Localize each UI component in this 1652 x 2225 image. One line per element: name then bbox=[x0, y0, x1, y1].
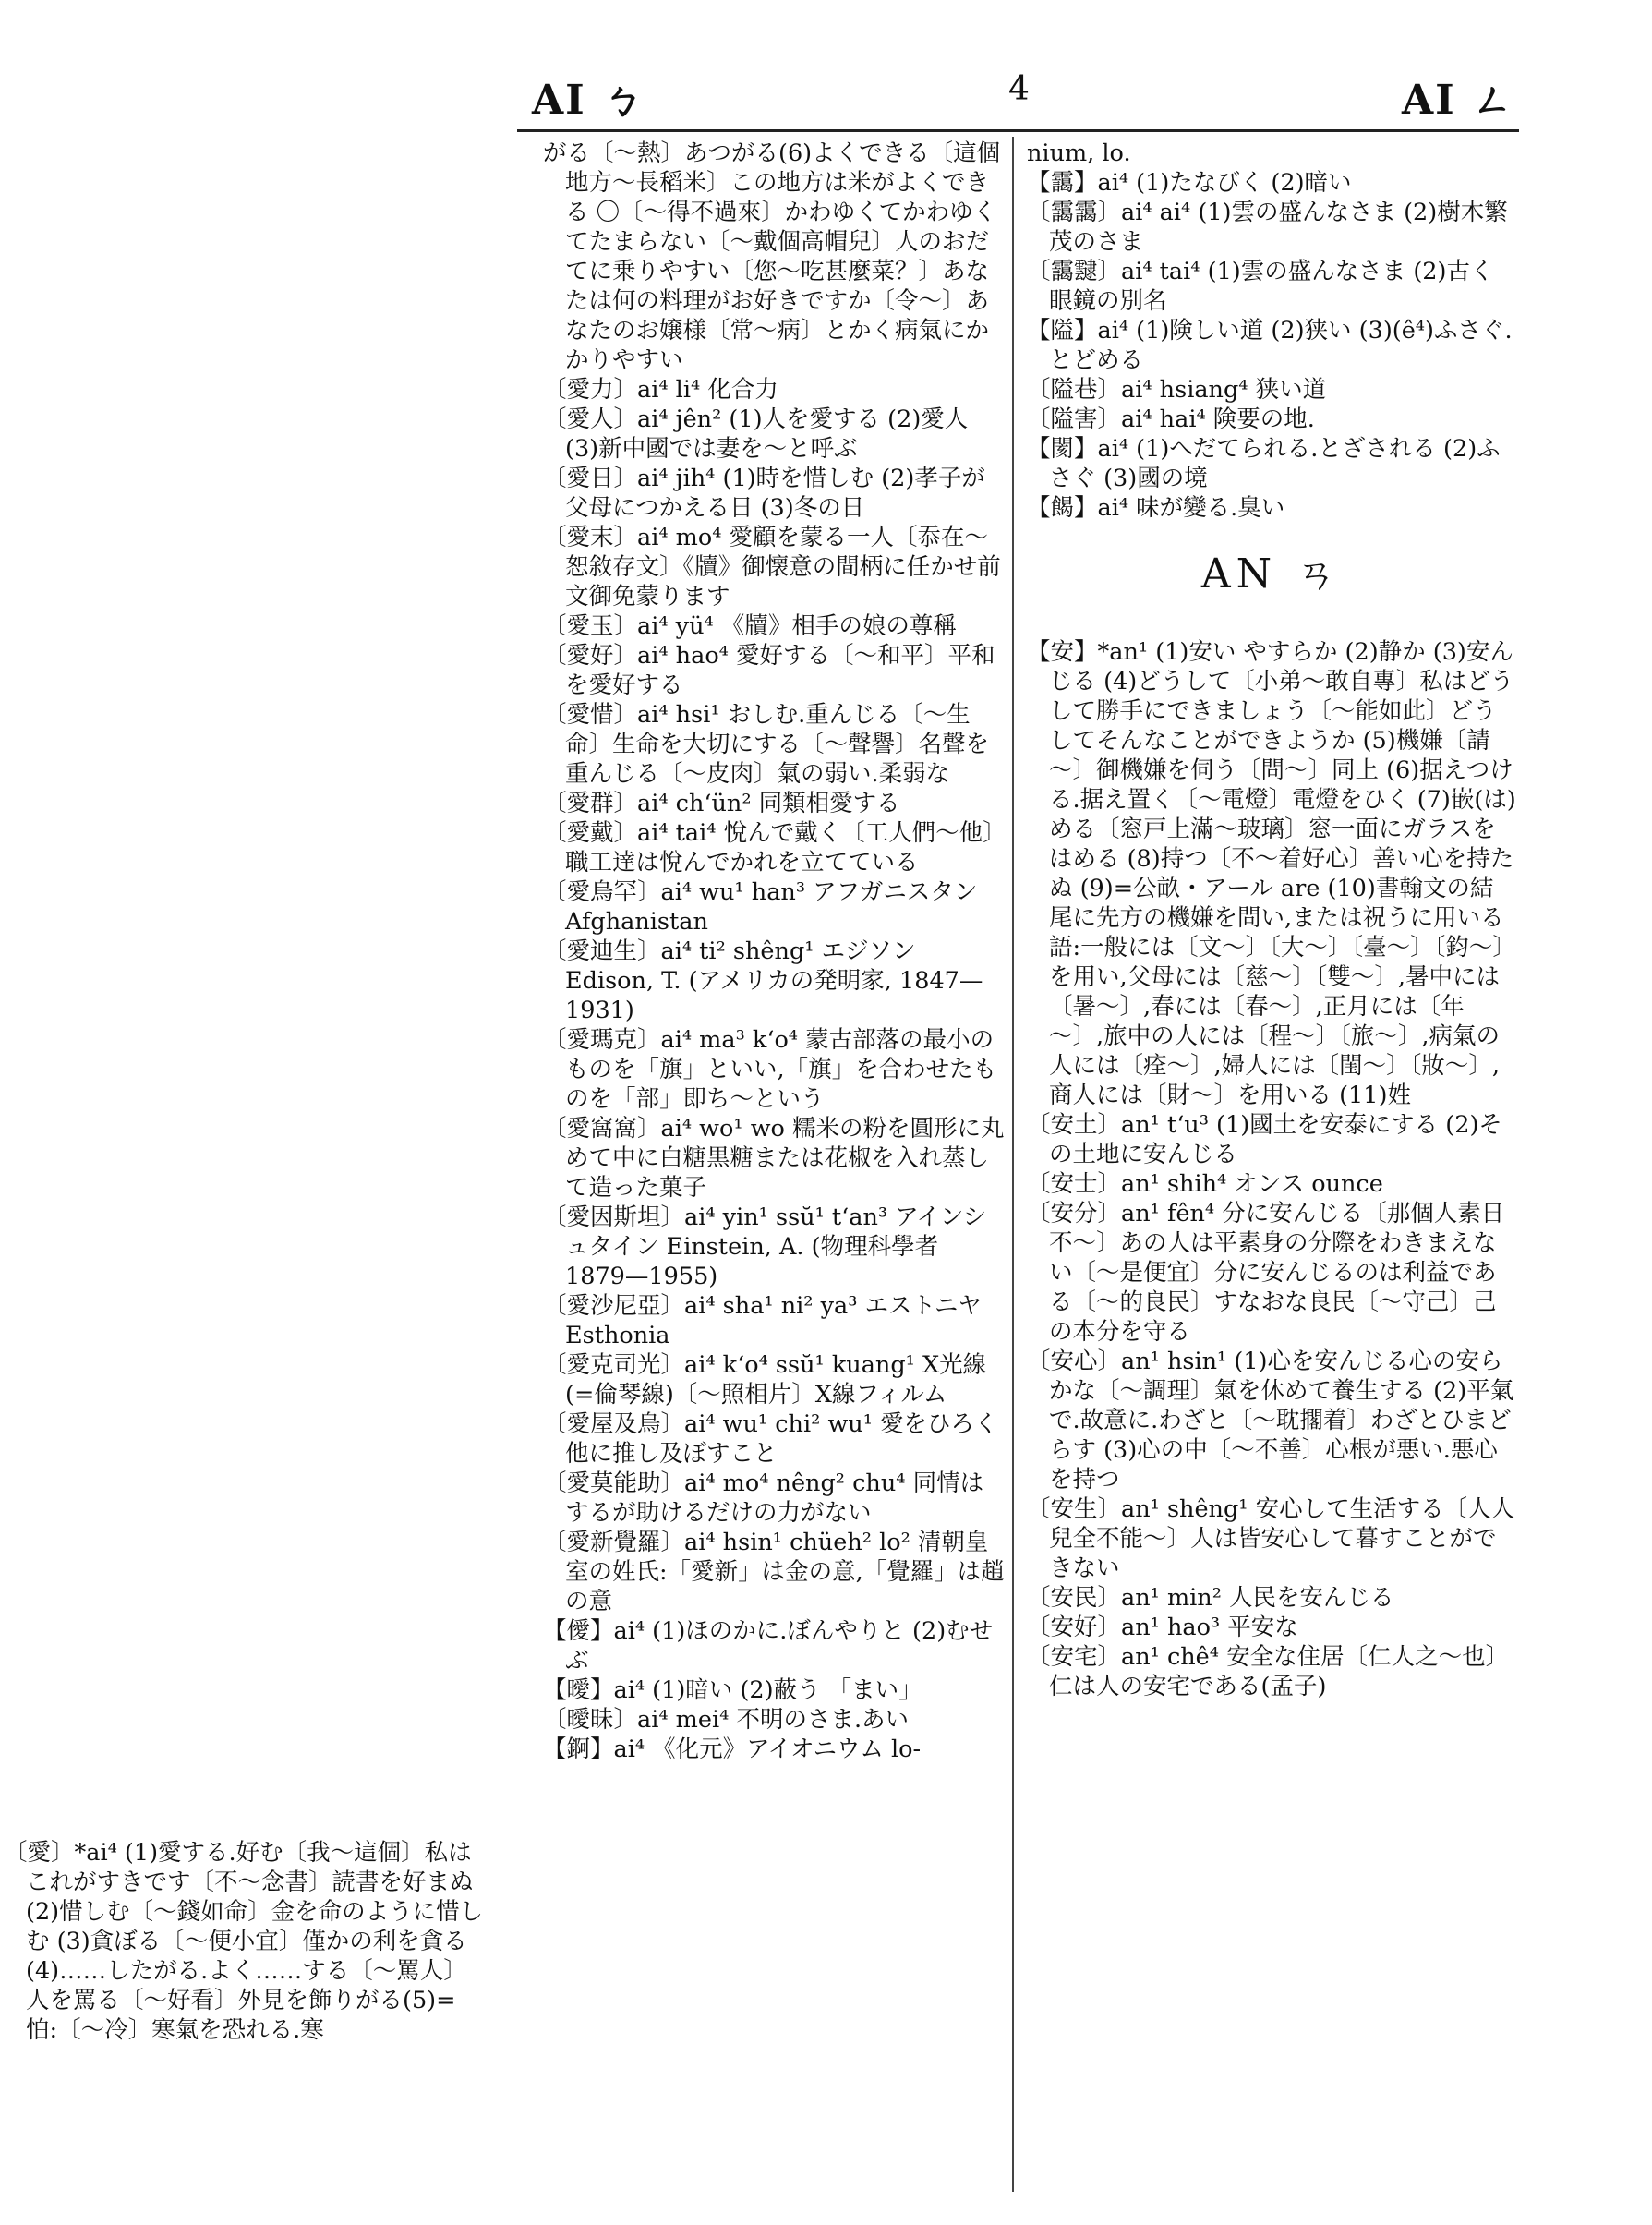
entry: 〔曖昧〕ai⁴ mei⁴ 不明のさま.あい bbox=[543, 1706, 910, 1734]
entry: 〔安好〕an¹ hao³ 平安な bbox=[1027, 1614, 1298, 1641]
entry: 〔安宅〕an¹ chê⁴ 安全な住居〔仁人之～也〕仁は人の安宅である(孟子) bbox=[1027, 1643, 1510, 1700]
entry: 【安】*an¹ (1)安い やすらか (2)静か (3)安んじる (4)どうして〔小弟～敢自專〕私はどうして勝手にできましょう〔～能如此〕どうしてそんなことができようか (5)機嫌〔請～〕御機嫌を伺う〔問～〕同上 (6)据えつける.据え置く〔～電燈〕電燈をひく (7)嵌(は)める〔窓戸上滿～玻璃〕窓一面にガラスをはめる (8)持つ〔不～着好心〕善い心を持たぬ (9)=公畝・アール are (10)書翰文の結尾に先方の機嫌を問い,または祝うに用いる語:一般には〔文～〕〔大～〕〔臺～〕〔鈞～〕を用い,父母には〔慈～〕〔雙～〕,暑中には〔暑～〕,春には〔春～〕,正月には〔年～〕,旅中の人には〔程～〕〔旅～〕,病氣の人には〔痊～〕,婦人には〔閨～〕〔妝～〕,商人には〔財～〕を用いる (11)姓 bbox=[1027, 638, 1516, 1109]
entry: 〔愛人〕ai⁴ jên² (1)人を愛する (2)愛人 (3)新中國では妻を～と呼ぶ bbox=[543, 405, 969, 463]
column-divider bbox=[1012, 137, 1014, 2192]
right-column bbox=[1027, 139, 1516, 1701]
entry: 〔靄靆〕ai⁴ tai⁴ (1)雲の盛んなさま (2)古く眼鏡の別名 bbox=[1027, 258, 1494, 315]
page-header bbox=[526, 67, 1514, 131]
entry: 【靄】ai⁴ (1)たなびく (2)暗い bbox=[1027, 169, 1352, 197]
header-left-guide: AI ㄅ bbox=[532, 77, 645, 124]
left-column bbox=[4, 1838, 484, 2045]
entry: 〔愛力〕ai⁴ li⁴ 化合力 bbox=[543, 376, 778, 404]
entry: 【錒】ai⁴ 《化元》アイオニウム lo- bbox=[543, 1735, 922, 1763]
entry: 〔靄靄〕ai⁴ ai⁴ (1)雲の盛んなさま (2)樹木繁茂のさま bbox=[1027, 199, 1508, 256]
entry: 〔愛日〕ai⁴ jih⁴ (1)時を惜しむ (2)孝子が父母につかえる日 (3)冬の日 bbox=[543, 465, 985, 522]
entry: 【曖】ai⁴ (1)暗い (2)蔽う 「まい」 bbox=[543, 1676, 922, 1704]
entry: がる〔～熱〕あつがる(6)よくできる〔這個地方～長稻米〕この地方は米がよくできる 〇〔～得不過來〕かわゆくてかわゆくてたまらない〔～戴個高帽兒〕人のおだてに乗りやすい〔您～吃甚麼菜？〕あなたは何の料理がお好きですか〔令～〕あなたのお嬢様〔常～病〕とかく病氣にかかりやすい bbox=[543, 139, 1001, 374]
entry: 〔愛烏罕〕ai⁴ wu¹ han³ アフガニスタン Afghanistan bbox=[543, 878, 978, 936]
entry: 【隘】ai⁴ (1)険しい道 (2)狭い (3)(ê⁴)ふさぐ.とどめる bbox=[1027, 317, 1513, 374]
section-heading: AN ㄢ bbox=[1200, 550, 1343, 598]
middle-column bbox=[543, 139, 1005, 1764]
entry: 【餲】ai⁴ 味が變る.臭い bbox=[1027, 494, 1285, 522]
entry: 〔安民〕an¹ min² 人民を安んじる bbox=[1027, 1584, 1394, 1612]
header-rule bbox=[517, 129, 1519, 132]
entry: 〔愛迪生〕ai⁴ ti² shêng¹ エジソン Edison, T. (アメリカの発明家, 1847—1931) bbox=[543, 937, 983, 1024]
entry: 〔愛沙尼亞〕ai⁴ sha¹ ni² ya³ エストニヤ Esthonia bbox=[543, 1292, 983, 1349]
entry: 〔安心〕an¹ hsin¹ (1)心を安んじる心の安らかな〔～調理〕氣を休めて養生する (2)平氣で.故意に.わざと〔～耽擱着〕わざとひまどらす (3)心の中〔～不善〕心根が悪い.悪心を持つ bbox=[1027, 1348, 1514, 1493]
entry: 〔愛瑪克〕ai⁴ ma³ kʻo⁴ 蒙古部落の最小のものを「旗」といい,「旗」を合わせたものを「部」即ち～という bbox=[543, 1026, 997, 1113]
header-right-guide: AI ㄥ bbox=[1401, 77, 1514, 124]
entry: 〔安士〕an¹ shih⁴ オンス ounce bbox=[1027, 1170, 1383, 1198]
entry: 〔愛克司光〕ai⁴ kʻo⁴ ssŭ¹ kuang¹ X光線(=倫琴線)〔～照相片〕X線フィルム bbox=[543, 1351, 987, 1409]
entry: 〔愛新覺羅〕ai⁴ hsin¹ chüeh² lo² 清朝皇室の姓氏:「愛新」は金の意,「覺羅」は趙の意 bbox=[543, 1529, 1005, 1615]
entry: 〔安生〕an¹ shêng¹ 安心して生活する〔人人兒全不能～〕人は皆安心して暮すことができない bbox=[1027, 1495, 1515, 1582]
entry: 〔愛群〕ai⁴ chʻün² 同類相愛する bbox=[543, 790, 900, 817]
entry: 〔隘害〕ai⁴ hai⁴ 険要の地. bbox=[1027, 405, 1315, 433]
page-number: 4 bbox=[1008, 70, 1030, 108]
entry: 【閡】ai⁴ (1)へだてられる.とざされる (2)ふさぐ (3)國の境 bbox=[1027, 435, 1501, 492]
entry: 〔愛因斯坦〕ai⁴ yin¹ ssŭ¹ tʻan³ アインシュタイン Einstein, A. (物理科學者 1879—1955) bbox=[543, 1203, 987, 1290]
entry: 〔愛好〕ai⁴ hao⁴ 愛好する〔～和平〕平和を愛好する bbox=[543, 642, 995, 699]
entry: 〔安分〕an¹ fên⁴ 分に安んじる〔那個人素日不～〕あの人は平素身の分際をわきまえない〔～是便宜〕分に安んじるのは利益である〔～的良民〕すなおな良民〔～守己〕己の本分を守る bbox=[1027, 1200, 1505, 1346]
entry: 〔愛窩窩〕ai⁴ wo¹ wo 糯米の粉を圓形に丸めて中に白糖黒糖または花椒を入れ蒸して造った菓子 bbox=[543, 1115, 1005, 1202]
entry: 〔愛莫能助〕ai⁴ mo⁴ nêng² chu⁴ 同情はするが助けるだけの力がない bbox=[543, 1469, 984, 1527]
entry: 〔愛惜〕ai⁴ hsi¹ おしむ.重んじる〔～生命〕生命を大切にする〔～聲譽〕名聲を重んじる〔～皮肉〕氣の弱い.柔弱な bbox=[543, 701, 990, 788]
entry: 〔愛末〕ai⁴ mo⁴ 愛顧を蒙る一人〔忝在～恕敘存文〕《牘》御懐意の間柄に任かせ前文御免蒙ります bbox=[543, 524, 1001, 611]
entry: 〔愛戴〕ai⁴ tai⁴ 悅んで戴く〔工人們～他〕職工達は悅んでかれを立てている bbox=[543, 819, 995, 877]
entry: 〔愛玉〕ai⁴ yü⁴ 《牘》相手の娘の尊稱 bbox=[543, 612, 957, 640]
entry: 〔愛屋及烏〕ai⁴ wu¹ chi² wu¹ 愛をひろく他に推し及ぼすこと bbox=[543, 1410, 998, 1468]
entry: 【僾】ai⁴ (1)ほのかに.ぼんやりと (2)むせぶ bbox=[543, 1617, 994, 1675]
entry: 〔安土〕an¹ tʻu³ (1)國土を安泰にする (2)その土地に安んじる bbox=[1027, 1111, 1502, 1168]
entry: nium, lo. bbox=[1027, 139, 1131, 167]
entry: 〔隘巷〕ai⁴ hsiang⁴ 狭い道 bbox=[1027, 376, 1327, 404]
entry-ai: 〔愛〕*ai⁴ (1)愛する.好む〔我～這個〕私はこれがすきです〔不～念書〕読書を好まぬ (2)惜しむ〔～錢如命〕金を命のように惜しむ (3)貪ぼる〔～便小宜〕僅かの利を貪る(4)……したがる.よく……する〔～罵人〕人を罵る〔～好看〕外見を飾りがる(5)=怕:〔～冷〕寒氣を恐れる.寒 bbox=[4, 1839, 484, 2044]
